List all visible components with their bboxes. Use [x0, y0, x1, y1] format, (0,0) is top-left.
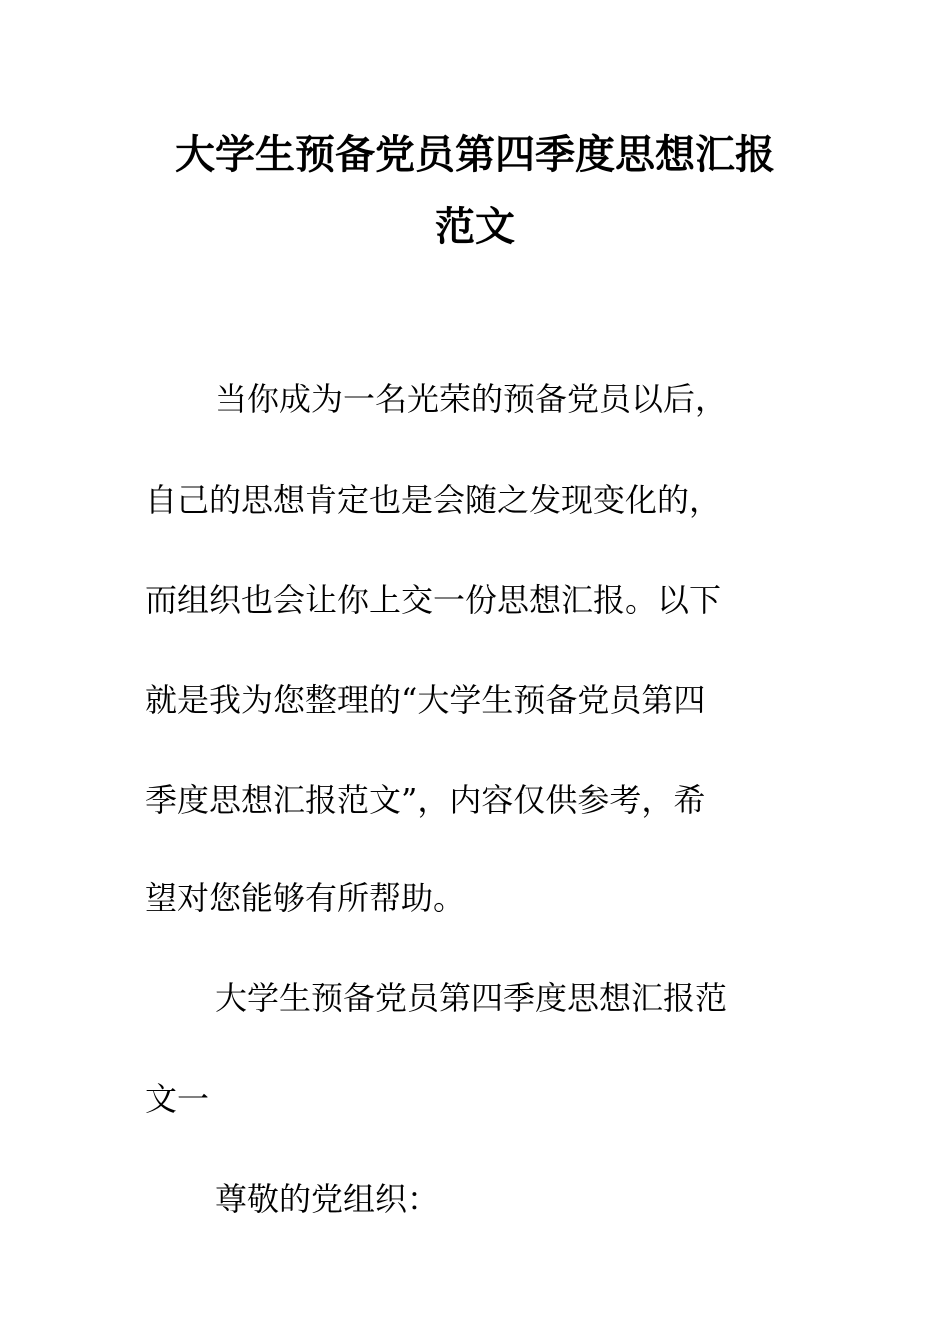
section-heading-line-2: 文一 — [145, 1080, 210, 1118]
intro-paragraph-line-3: 而组织也会让你上交一份思想汇报。以下 — [145, 581, 722, 619]
document-title-line-1: 大学生预备党员第四季度思想汇报 — [175, 132, 775, 178]
intro-paragraph-line-4: 就是我为您整理的“大学生预备党员第四 — [145, 681, 706, 719]
document-title-line-2: 范文 — [435, 204, 515, 250]
intro-paragraph-line-6: 望对您能够有所帮助。 — [145, 879, 466, 917]
intro-paragraph-line-2: 自己的思想肯定也是会随之发现变化的， — [145, 481, 722, 519]
intro-paragraph-line-1: 当你成为一名光荣的预备党员以后， — [215, 380, 728, 418]
salutation: 尊敬的党组织： — [215, 1180, 440, 1218]
section-heading-line-1: 大学生预备党员第四季度思想汇报范 — [215, 979, 728, 1017]
intro-paragraph-line-5: 季度思想汇报范文”，内容仅供参考，希 — [145, 781, 706, 819]
